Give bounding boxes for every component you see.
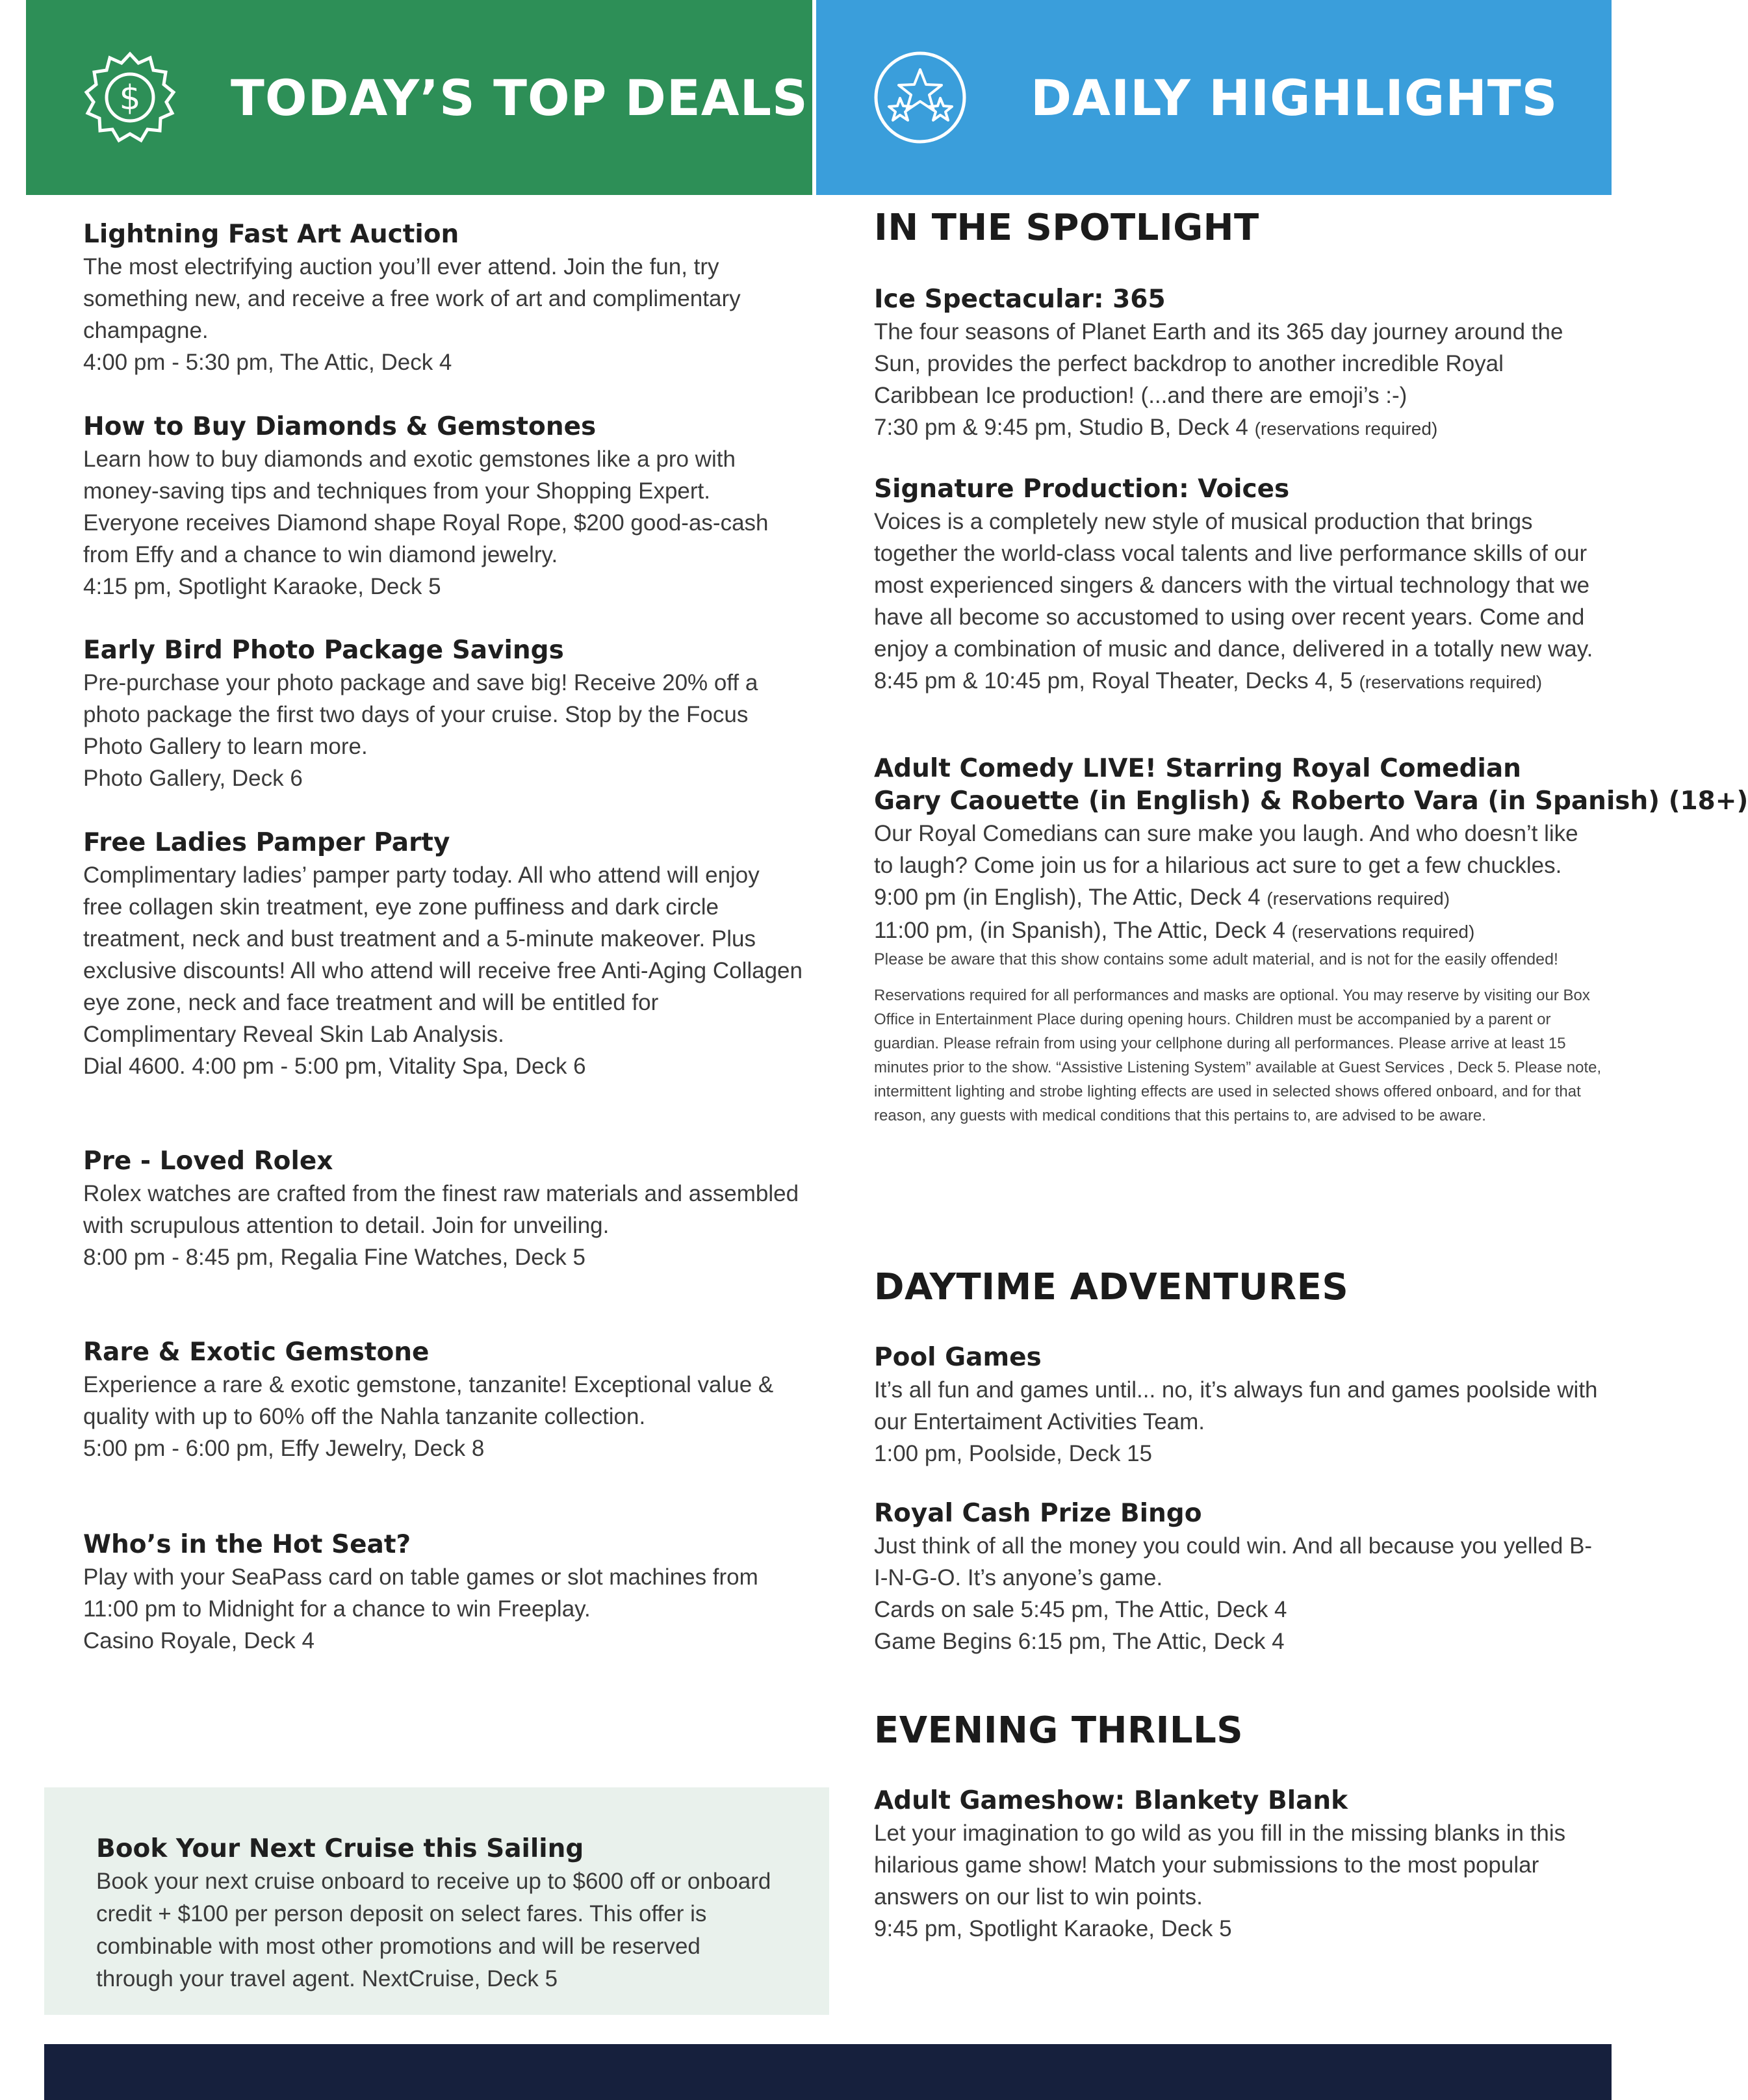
deal-title: Free Ladies Pamper Party [83, 828, 450, 857]
deal-description: Learn how to buy diamonds and exotic gemstones like a pro with money-saving tips and techniques from your Shopping Expert. Everyone receives Diamond shape Royal Rope, $200 good-as-cash from Effy and a chance to win diamond jewelry. [83, 447, 769, 567]
event-title: Pool Games [874, 1343, 1042, 1372]
highlights-title: DAILY HIGHLIGHTS [1031, 68, 1558, 127]
evening-heading: EVENING THRILLS [874, 1709, 1244, 1752]
reservations-note: (reservations required) [1291, 922, 1475, 942]
deal-time-location: 4:15 pm, Spotlight Karaoke, Deck 5 [83, 574, 441, 599]
deal-title: Pre - Loved Rolex [83, 1147, 333, 1176]
deal-description: Play with your SeaPass card on table games or slot machines from 11:00 pm to Midnight for a chance to win Freeplay. [83, 1564, 758, 1622]
deal-item [83, 1336, 804, 1464]
deal-title: Lightning Fast Art Auction [83, 220, 459, 249]
footer-bar [44, 2044, 1612, 2100]
deal-time-location: 5:00 pm - 6:00 pm, Effy Jewelry, Deck 8 [83, 1436, 485, 1461]
deal-item [83, 411, 804, 603]
deal-time-location: 4:00 pm - 5:30 pm, The Attic, Deck 4 [83, 350, 452, 375]
event-title: Signature Production: Voices [874, 474, 1290, 504]
deal-title: How to Buy Diamonds & Gemstones [83, 412, 597, 441]
deal-title: Who’s in the Hot Seat? [83, 1530, 411, 1559]
event-title: Ice Spectacular: 365 [874, 285, 1166, 314]
spotlight-item [874, 283, 1602, 445]
event-time-location [874, 914, 1602, 948]
promo-title: Book Your Next Cruise this Sailing [96, 1834, 584, 1863]
event-subtitle: Gary Caouette (in English) & Roberto Vara (in Spanish) (18+) [874, 786, 1748, 816]
event-time-location [874, 665, 1602, 698]
daytime-item [874, 1342, 1602, 1470]
deal-description: The most electrifying auction you’ll ever attend. Join the fun, try something new, and receive a free work of art and complimentary champagne. [83, 254, 741, 343]
spotlight-item [874, 473, 1602, 698]
event-title: Adult Gameshow: Blankety Blank [874, 1786, 1348, 1815]
comedy-item [874, 753, 1748, 1128]
deal-item [83, 1145, 804, 1273]
event-description: The four seasons of Planet Earth and its 365 day journey around the Sun, provides the perfect backdrop to another incredible Royal Caribbean Ice production! (...and there are emoji’s :-) [874, 319, 1563, 408]
stars-badge-icon [871, 49, 969, 146]
event-time-location: 1:00 pm, Poolside, Deck 15 [874, 1441, 1153, 1466]
svg-text:$: $ [119, 79, 141, 118]
deal-time-location: Casino Royale, Deck 4 [83, 1628, 315, 1653]
event-description: Just think of all the money you could win. And all because you yelled B-I-N-G-O. It’s anyone’s game. [874, 1533, 1593, 1590]
event-time-location: Game Begins 6:15 pm, The Attic, Deck 4 [874, 1629, 1285, 1654]
reservations-disclaimer: Reservations required for all performances and masks are optional. You may reserve by visiting our Box Office in Entertainment Place during opening hours. Children must be accompanied by a parent or guardian. Please refrain from using your cellphone during all performances. Please arrive at least 15 minutes prior to the show. “Assistive Listening System” available at Guest Services , Deck 5. Please note, intermittent lighting and strobe lighting effects are used in selected shows offered onboard, and for that reason, any guests with medical conditions that this pertains to, are advised to be aware. [874, 987, 1602, 1124]
deals-title: TODAY’S TOP DEALS [231, 68, 808, 127]
highlights-header [816, 0, 1612, 195]
deal-title: Early Bird Photo Package Savings [83, 636, 564, 665]
event-time-text: 7:30 pm & 9:45 pm, Studio B, Deck 4 [874, 415, 1248, 440]
deal-title: Rare & Exotic Gemstone [83, 1338, 430, 1367]
spotlight-heading: IN THE SPOTLIGHT [874, 207, 1259, 249]
deal-time-location: Photo Gallery, Deck 6 [83, 766, 303, 791]
deals-header [26, 0, 812, 195]
deal-description: Pre-purchase your photo package and save big! Receive 20% off a photo package the first two days of your cruise. Stop by the Focus Photo Gallery to learn more. [83, 670, 758, 759]
event-description: Let your imagination to go wild as you fill in the missing blanks in this hilarious game show! Match your submissions to the most popular answers on our list to win points. [874, 1821, 1566, 1910]
deal-time-location: 8:00 pm - 8:45 pm, Regalia Fine Watches, Deck 5 [83, 1245, 585, 1270]
deal-item [83, 827, 804, 1082]
deal-item [83, 1529, 804, 1657]
event-time-location [874, 881, 1602, 914]
event-time-text: 9:00 pm (in English), The Attic, Deck 4 [874, 885, 1261, 910]
deal-description: Rolex watches are crafted from the finest raw materials and assembled with scrupulous attention to detail. Join for unveiling. [83, 1181, 799, 1238]
promo-description: Book your next cruise onboard to receive up to $600 off or onboard credit + $100 per person deposit on select fares. This offer is combinable with most other promotions and will be reserved through your travel agent. NextCruise, Deck 5 [96, 1869, 771, 1991]
event-time-location: 9:45 pm, Spotlight Karaoke, Deck 5 [874, 1916, 1232, 1941]
adult-content-warning: Please be aware that this show contains some adult material, and is not for the easily offended! [874, 950, 1558, 968]
event-time-location [874, 411, 1602, 445]
deal-description: Complimentary ladies’ pamper party today. All who attend will enjoy free collagen skin treatment, eye zone puffiness and dark circle treatment, neck and bust treatment and a 5-minute makeover. Plus exclusive discounts! All who attend will receive free Anti-Aging Collagen eye zone, neck and face treatment and will be entitled for Complimentary Reveal Skin Lab Analysis. [83, 862, 803, 1047]
deal-item [83, 218, 804, 378]
evening-item [874, 1785, 1602, 1945]
reservations-note: (reservations required) [1359, 672, 1543, 692]
next-cruise-promo [44, 1787, 829, 2015]
event-time-text: 8:45 pm & 10:45 pm, Royal Theater, Decks 4, 5 [874, 668, 1353, 694]
dollar-badge-icon [81, 49, 179, 146]
event-time-location: Cards on sale 5:45 pm, The Attic, Deck 4 [874, 1597, 1287, 1622]
event-description: It’s all fun and games until... no, it’s always fun and games poolside with our Entertaiment Activities Team. [874, 1377, 1598, 1434]
daytime-heading: DAYTIME ADVENTURES [874, 1266, 1349, 1308]
daytime-item [874, 1497, 1602, 1657]
deal-item [83, 634, 804, 794]
event-description: Our Royal Comedians can sure make you laugh. And who doesn’t like to laugh? Come join us for a hilarious act sure to get a few chuckles. [874, 821, 1578, 878]
event-time-text: 11:00 pm, (in Spanish), The Attic, Deck 4 [874, 918, 1285, 943]
event-title: Adult Comedy LIVE! Starring Royal Comedian [874, 754, 1521, 783]
event-description: Voices is a completely new style of musical production that brings together the world-class vocal talents and live performance skills of our most experienced singers & dancers with the virtual technology that we have all become so accustomed to using over recent years. Come and enjoy a combination of music and dance, delivered in a totally new way. [874, 509, 1593, 662]
deal-description: Experience a rare & exotic gemstone, tanzanite! Exceptional value & quality with up to 60% off the Nahla tanzanite collection. [83, 1372, 774, 1429]
deal-time-location: Dial 4600. 4:00 pm - 5:00 pm, Vitality Spa, Deck 6 [83, 1054, 586, 1079]
reservations-note: (reservations required) [1254, 419, 1438, 439]
reservations-note: (reservations required) [1266, 888, 1450, 909]
event-title: Royal Cash Prize Bingo [874, 1499, 1202, 1528]
